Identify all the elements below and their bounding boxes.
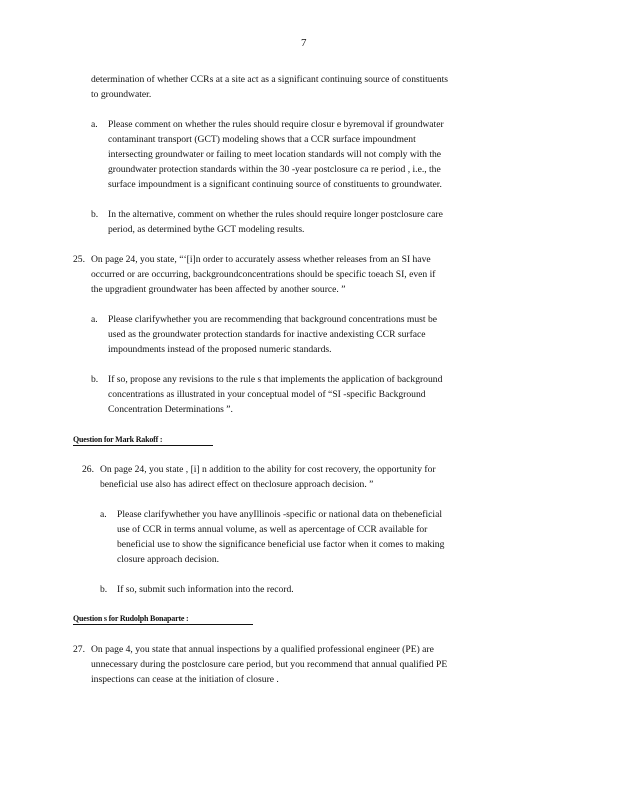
text-line: beneficial use to show the significance beneficial use factor when it comes to making	[117, 539, 445, 550]
question-number-25: 25.	[73, 254, 85, 265]
question-25b	[108, 372, 442, 417]
page-number: 7	[301, 37, 307, 49]
text-line: If so, propose any revisions to the rule s that implements the application of background	[108, 374, 443, 385]
text-line: Please clarifywhether you are recommending that background concentrations must be	[108, 314, 438, 325]
text-line: unnecessary during the postclosure care period, but you recommend that annual qualified PE	[91, 659, 448, 670]
section-heading-bonaparte: Question s for Rudolph Bonaparte :	[73, 613, 253, 625]
text-line: On page 4, you state that annual inspections by a qualified professional engineer (PE) are	[91, 644, 434, 655]
question-25a	[108, 312, 437, 357]
text-line: period, as determined bythe GCT modeling results.	[108, 224, 305, 235]
text-line: concentrations as illustrated in your conceptual model of “SI -specific Background	[108, 389, 426, 400]
item-label-25b: b.	[91, 374, 99, 385]
text-line: occurred or are occurring, backgroundconcentrations should be specific toeach SI, even if	[91, 269, 436, 280]
item-label-24b: b.	[91, 209, 99, 220]
text-line: determination of whether CCRs at a site act as a significant continuing source of constituents	[91, 74, 449, 85]
text-line: closure approach decision.	[117, 554, 220, 565]
text-line: use of CCR in terms annual volume, as well as apercentage of CCR available for	[117, 524, 428, 535]
section-heading-rakoff: Question for Mark Rakoff :	[73, 434, 213, 446]
question-24a	[108, 117, 444, 192]
question-26a	[117, 507, 444, 567]
text-line: intersecting groundwater or failing to meet location standards will not comply with the	[108, 149, 442, 160]
text-line: On page 24, you state, “‘[i]n order to accurately assess whether releases from an SI have	[91, 254, 431, 265]
question-25	[91, 252, 435, 297]
question-26b	[117, 582, 294, 597]
text-line: inspections can cease at the initiation of closure .	[91, 674, 279, 685]
text-line: Concentration Determinations ”.	[108, 404, 233, 415]
text-line: used as the groundwater protection standards for inactive andexisting CCR surface	[108, 329, 426, 340]
text-line: the upgradient groundwater has been affected by another source. ”	[91, 284, 346, 295]
text-line: groundwater protection standards within the 30 -year postclosure ca re period , i.e., the	[108, 164, 441, 175]
text-line: impoundments instead of the proposed numeric standards.	[108, 344, 332, 355]
item-label-26b: b.	[100, 584, 108, 595]
question-24b	[108, 207, 443, 237]
intro-paragraph	[91, 72, 448, 102]
item-label-26a: a.	[100, 509, 107, 520]
item-label-24a: a.	[91, 119, 98, 130]
text-line: to groundwater.	[91, 89, 152, 100]
text-line: On page 24, you state , [i] n addition to the ability for cost recovery, the opportunity for	[100, 464, 436, 475]
question-27	[91, 642, 447, 687]
text-line: contaminant transport (GCT) modeling shows that a CCR surface impoundment	[108, 134, 416, 145]
text-line: Please comment on whether the rules should require closur e byremoval if groundwater	[108, 119, 444, 130]
text-line: Please clarifywhether you have anyIllinois -specific or national data on thebeneficial	[117, 509, 442, 520]
text-line: If so, submit such information into the record.	[117, 584, 294, 595]
text-line: beneficial use also has adirect effect on theclosure approach decision. ”	[100, 479, 374, 490]
text-line: surface impoundment is a significant continuing source of constituents to groundwater.	[108, 179, 442, 190]
item-label-25a: a.	[91, 314, 98, 325]
question-26	[100, 462, 436, 492]
text-line: In the alternative, comment on whether the rules should require longer postclosure care	[108, 209, 443, 220]
question-number-26: 26.	[82, 464, 94, 475]
question-number-27: 27.	[73, 644, 85, 655]
